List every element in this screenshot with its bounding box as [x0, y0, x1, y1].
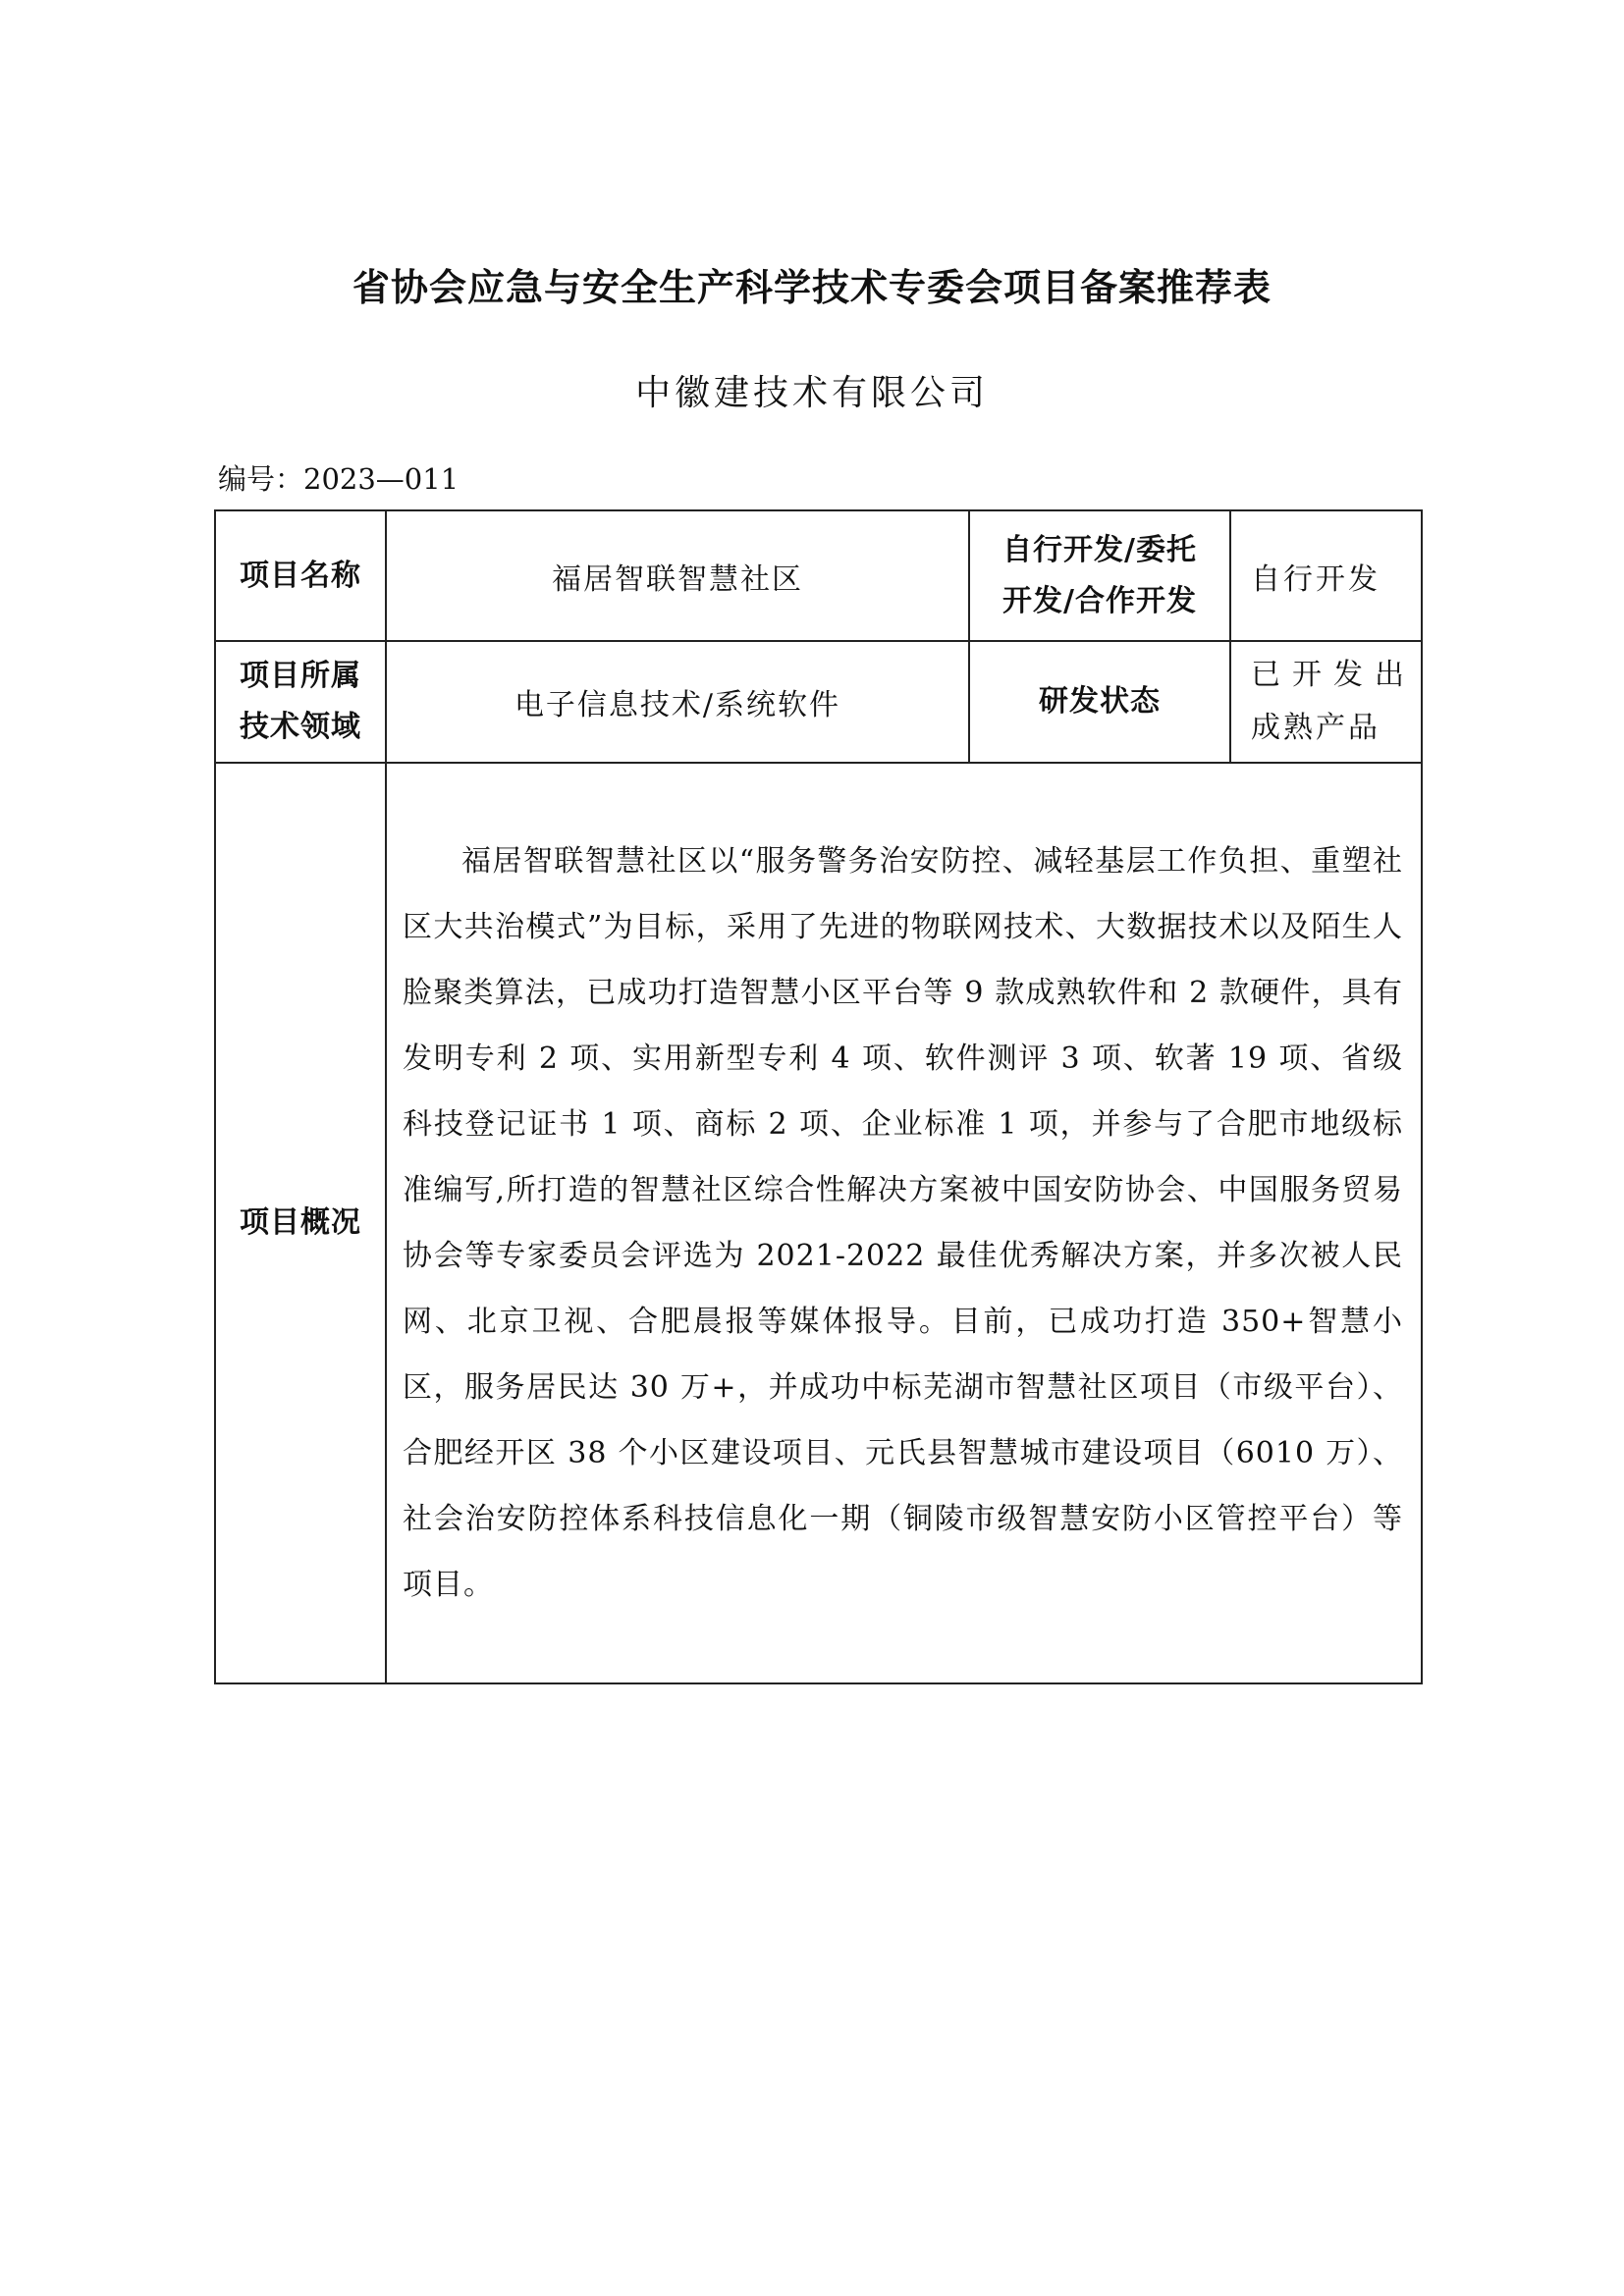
- overview-text: 福居智联智慧社区以“服务警务治安防控、减轻基层工作负担、重塑社区大共治模式”为目标，采用了先进的物联网技术、大数据技术以及陌生人脸聚类算法，已成功打造智慧小区平台等 9 款成熟软件和 2 款硬件，具有发明专利 2 项、实用新型专利 4 项、软件测评 3 项、软著 19 项、省级科技登记证书 1 项、商标 2 项、企业标准 1 项，并参与了合肥市地级标准编写,所打造的智慧社区综合性解决方案被中国安防协会、中国服务贸易协会等专家委员会评选为 2021-2022 最佳优秀解决方案，并多次被人民网、北京卫视、合肥晨报等媒体报导。目前，已成功打造 350+智慧小区，服务居民达 30 万+，并成功中标芜湖市智慧社区项目（市级平台）、合肥经开区 38 个小区建设项目、元氏县智慧城市建设项目（6010 万）、社会治安防控体系科技信息化一期（铜陵市级智慧安防小区管控平台）等项目。: [386, 763, 1422, 1683]
- document-number: 编号：2023—011: [218, 462, 460, 496]
- tech-field-value: 电子信息技术/系统软件: [386, 641, 969, 763]
- dev-mode-label: [969, 510, 1230, 641]
- dev-mode-label-line2: 开发/合作开发: [1002, 583, 1197, 618]
- project-name-value: 福居智联智慧社区: [386, 510, 969, 641]
- rd-status-value-line1: 已开发出: [1251, 658, 1407, 692]
- document-title: 省协会应急与安全生产科学技术专委会项目备案推荐表: [352, 266, 1272, 309]
- table-row-tech-field: [215, 641, 1422, 763]
- table-row-project-name: [215, 510, 1422, 641]
- rd-status-value-line2: 成熟产品: [1251, 711, 1380, 745]
- tech-field-label-line2: 技术领域: [240, 710, 361, 744]
- rd-status-label: 研发状态: [969, 641, 1230, 763]
- rd-status-value: [1230, 641, 1422, 763]
- dev-mode-label-line1: 自行开发/委托: [1002, 532, 1197, 567]
- table-row-overview: [215, 763, 1422, 1683]
- project-name-label: 项目名称: [215, 510, 386, 641]
- project-record-table: [214, 509, 1423, 1684]
- tech-field-label: [215, 641, 386, 763]
- overview-label: 项目概况: [215, 763, 386, 1683]
- dev-mode-value: 自行开发: [1230, 510, 1422, 641]
- company-name: 中徽建技术有限公司: [634, 373, 989, 413]
- tech-field-label-line1: 项目所属: [240, 659, 361, 693]
